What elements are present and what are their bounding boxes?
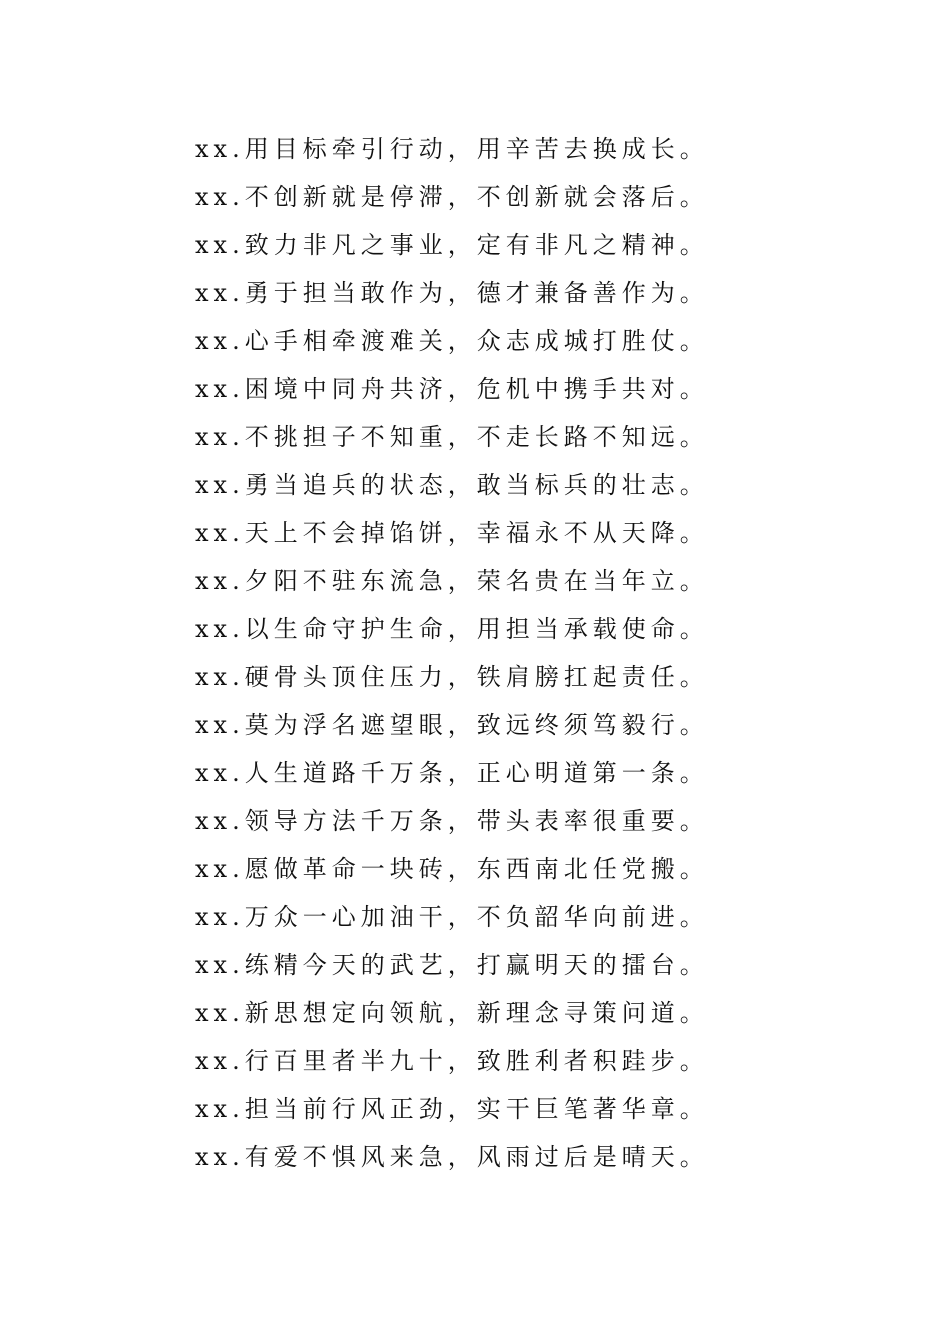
slogan-list <box>195 129 709 1185</box>
slogan-line: xx.困境中同舟共济，危机中携手共对。 <box>195 375 709 403</box>
slogan-line: xx.勇于担当敢作为，德才兼备善作为。 <box>195 279 709 307</box>
slogan-line: xx.万众一心加油干，不负韶华向前进。 <box>195 903 709 931</box>
slogan-line: xx.有爱不惧风来急，风雨过后是晴天。 <box>195 1143 709 1171</box>
slogan-line: xx.担当前行风正劲，实干巨笔著华章。 <box>195 1095 709 1123</box>
slogan-line: xx.行百里者半九十，致胜利者积跬步。 <box>195 1047 709 1075</box>
slogan-line: xx.人生道路千万条，正心明道第一条。 <box>195 759 709 787</box>
slogan-line: xx.心手相牵渡难关，众志成城打胜仗。 <box>195 327 709 355</box>
slogan-line: xx.不创新就是停滞，不创新就会落后。 <box>195 183 709 211</box>
slogan-line: xx.夕阳不驻东流急，荣名贵在当年立。 <box>195 567 709 595</box>
slogan-line: xx.硬骨头顶住压力，铁肩膀扛起责任。 <box>195 663 709 691</box>
slogan-line: xx.领导方法千万条，带头表率很重要。 <box>195 807 709 835</box>
slogan-line: xx.不挑担子不知重，不走长路不知远。 <box>195 423 709 451</box>
slogan-line: xx.愿做革命一块砖，东西南北任党搬。 <box>195 855 709 883</box>
slogan-line: xx.以生命守护生命，用担当承载使命。 <box>195 615 709 643</box>
slogan-line: xx.致力非凡之事业，定有非凡之精神。 <box>195 231 709 259</box>
slogan-line: xx.勇当追兵的状态，敢当标兵的壮志。 <box>195 471 709 499</box>
slogan-line: xx.莫为浮名遮望眼，致远终须笃毅行。 <box>195 711 709 739</box>
slogan-line: xx.用目标牵引行动，用辛苦去换成长。 <box>195 135 709 163</box>
slogan-line: xx.新思想定向领航，新理念寻策问道。 <box>195 999 709 1027</box>
slogan-line: xx.练精今天的武艺，打赢明天的擂台。 <box>195 951 709 979</box>
slogan-line: xx.天上不会掉馅饼，幸福永不从天降。 <box>195 519 709 547</box>
